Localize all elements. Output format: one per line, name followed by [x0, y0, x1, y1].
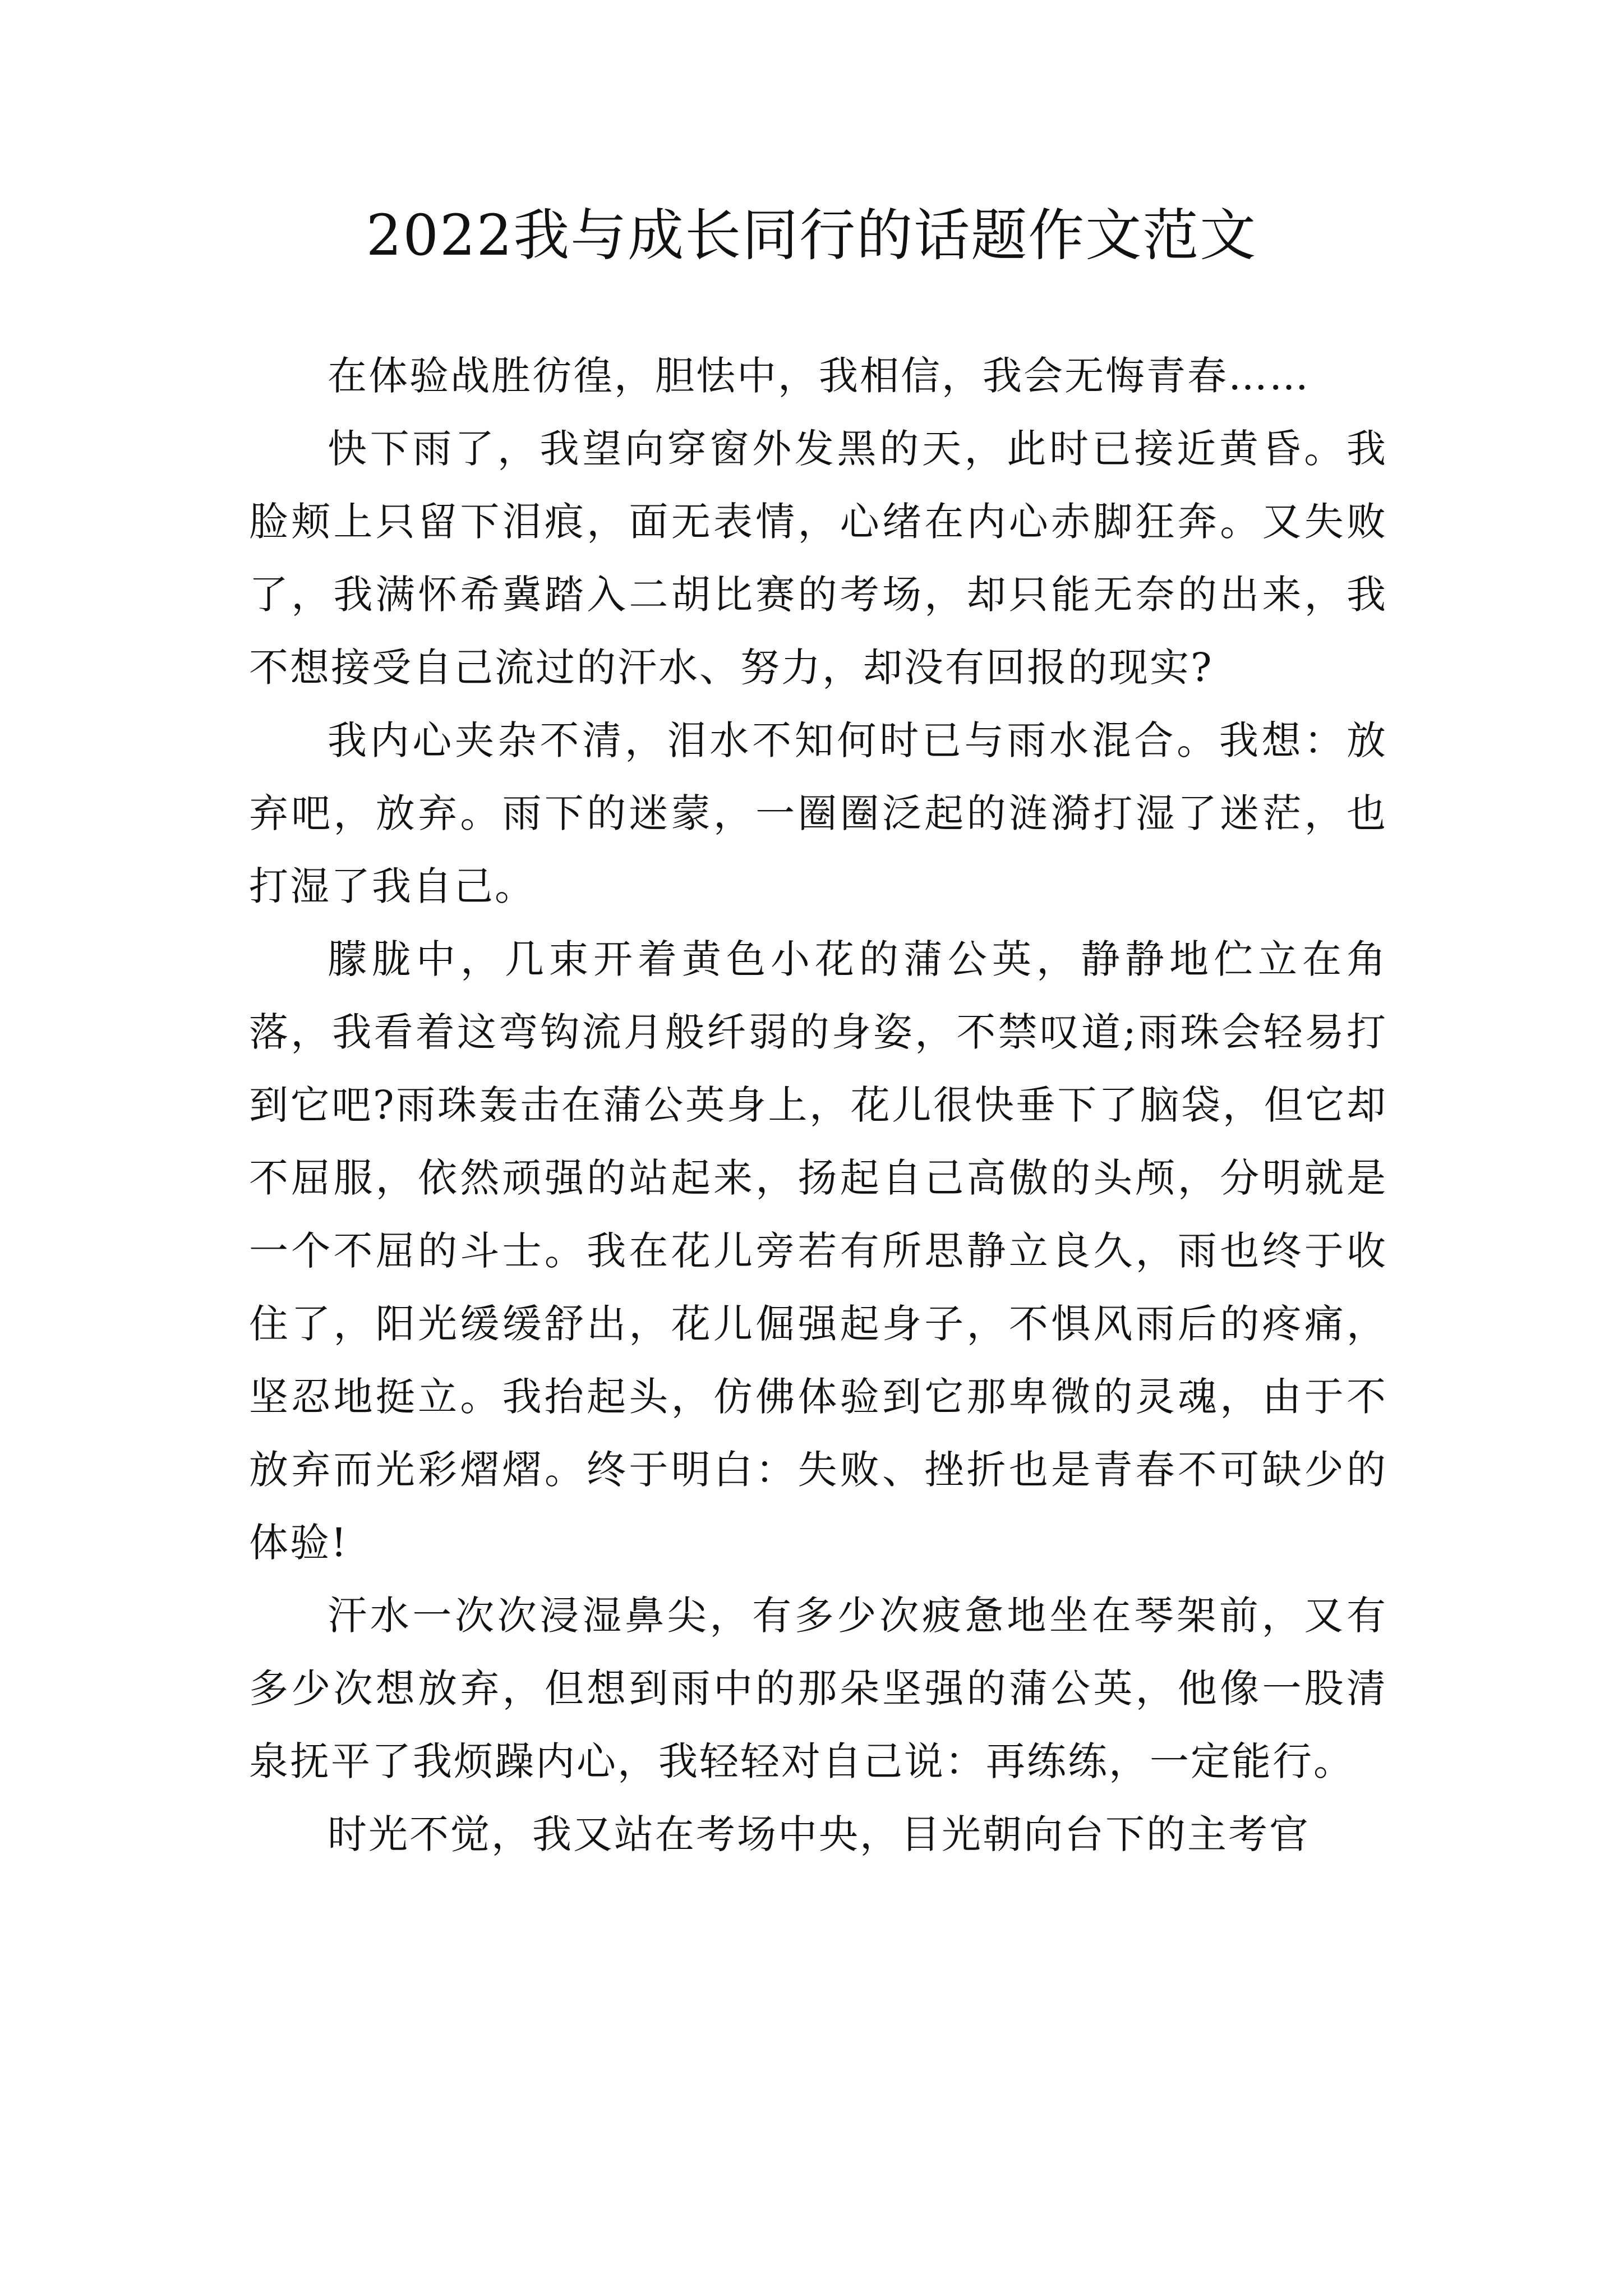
paragraph: 时光不觉，我又站在考场中央，目光朝向台下的主考官 [328, 1811, 1310, 1857]
paragraph: 我内心夹杂不清，泪水不知何时已与雨水混合。我想：放弃吧，放弃。雨下的迷蒙，一圈圈泛起的涟漪打湿了迷茫，也打湿了我自己。 [249, 717, 1387, 909]
paragraph: 朦胧中，几束开着黄色小花的蒲公英，静静地伫立在角落，我看着这弯钩流月般纤弱的身姿，不禁叹道;雨珠会轻易打到它吧?雨珠轰击在蒲公英身上，花儿很快垂下了脑袋，但它却不屈服，依然顽强的站起来，扬起自己高傲的头颅，分明就是一个不屈的斗士。我在花儿旁若有所思静立良久，雨也终于收住了，阳光缓缓舒出，花儿倔强起身子，不惧风雨后的疼痛，坚忍地挺立。我抬起头，仿佛体验到它那卑微的灵魂，由于不放弃而光彩熠熠。终于明白：失败、挫折也是青春不可缺少的体验! [249, 936, 1387, 1566]
paragraph: 快下雨了，我望向穿窗外发黑的天，此时已接近黄昏。我脸颊上只留下泪痕，面无表情，心绪在内心赤脚狂奔。又失败了，我满怀希冀踏入二胡比赛的考场，却只能无奈的出来，我不想接受自己流过的汗水、努力，却没有回报的现实? [249, 426, 1387, 691]
paragraph: 汗水一次次浸湿鼻尖，有多少次疲惫地坐在琴架前，又有多少次想放弃，但想到雨中的那朵坚强的蒲公英，他像一股清泉抚平了我烦躁内心，我轻轻对自己说：再练练，一定能行。 [249, 1593, 1387, 1784]
paragraph: 在体验战胜彷徨，胆怯中，我相信，我会无悔青春…… [328, 353, 1310, 399]
document-body [249, 339, 1387, 1871]
document-title: 2022我与成长同行的话题作文范文 [366, 203, 1257, 268]
